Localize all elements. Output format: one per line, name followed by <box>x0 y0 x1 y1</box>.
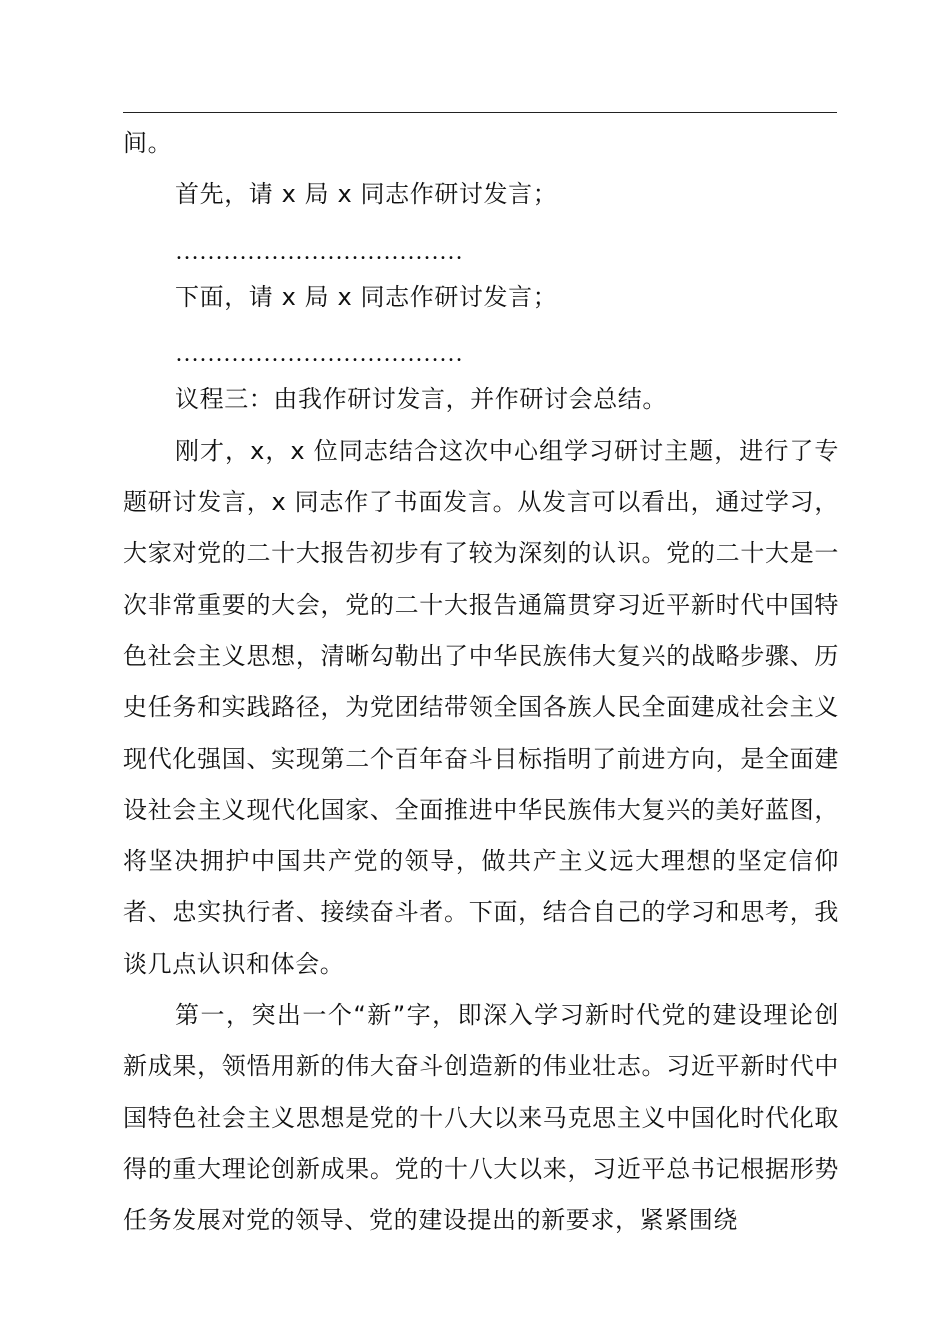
paragraph-agenda-three: 议程三：由我作研讨发言，并作研讨会总结。 <box>175 385 667 414</box>
ellipsis-text: ……………………………… <box>175 341 463 368</box>
paragraph-point-one: 第一，突出一个“新”字，即深入学习新时代党的建设理论创新成果，领悟用新的伟大奋斗创造新的伟业壮志。习近平新时代中国特色社会主义思想是党的十八大以来马克思主义中国化时代化取得的重大理论创新成果。党的十八大以来，习近平总书记根据形势任务发展对党的领导、党的建设提出的新要求，紧紧围绕 <box>123 1001 839 1235</box>
ellipsis-line <box>123 323 839 374</box>
ellipsis-text: ……………………………… <box>175 238 463 265</box>
paragraph-continuation: 间。 <box>123 129 173 157</box>
ellipsis-line <box>123 221 839 272</box>
paragraph-summary: 刚才，x，x 位同志结合这次中心组学习研讨主题，进行了专题研讨发言，x 同志作了书面发言。从发言可以看出，通过学习，大家对党的二十大报告初步有了较为深刻的认识。党的二十大是一次非常重要的大会，党的二十大报告通篇贯穿习近平新时代中国特色社会主义思想，清晰勾勒出了中华民族伟大复兴的战略步骤、历史任务和实践路径，为党团结带领全国各族人民全面建成社会主义现代化强国、实现第二个百年奋斗目标指明了前进方向，是全面建设社会主义现代化国家、全面推进中华民族伟大复兴的美好蓝图，将坚决拥护中国共产党的领导，做共产主义远大理想的坚定信仰者、忠实执行者、接续奋斗者。下面，结合自己的学习和思考，我谈几点认识和体会。 <box>123 436 839 978</box>
paragraph-first-speaker: 首先，请 x 局 x 同志作研讨发言； <box>175 180 558 209</box>
header-rule <box>123 112 837 113</box>
document-body <box>123 118 839 1247</box>
paragraph-next-speaker: 下面，请 x 局 x 同志作研讨发言； <box>175 282 558 311</box>
